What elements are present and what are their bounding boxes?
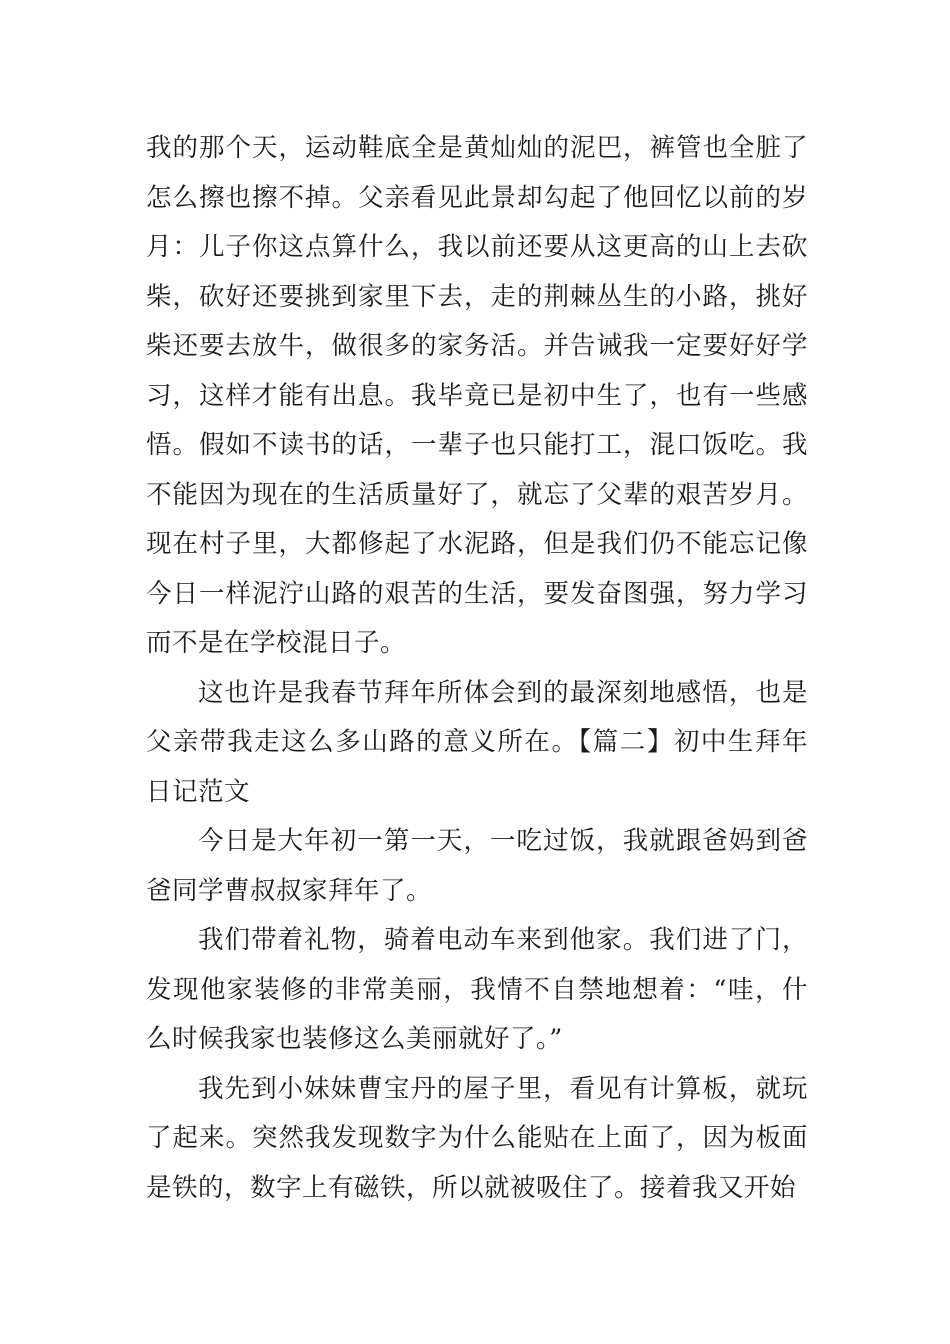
paragraph-4: 我们带着礼物，骑着电动车来到他家。我们进了门，发现他家装修的非常美丽，我情不自禁地想着：“哇，什么时候我家也装修这么美丽就好了。” <box>146 925 808 1054</box>
paragraph-2: 这也许是我春节拜年所体会到的最深刻地感悟，也是父亲带我走这么多山路的意义所在。【篇二】初中生拜年日记范文 <box>146 677 808 807</box>
paragraph-3: 今日是大年初一第一天，一吃过饭，我就跟爸妈到爸爸同学曹叔叔家拜年了。 <box>146 826 808 906</box>
paragraph-5: 我先到小妹妹曹宝丹的屋子里，看见有计算板，就玩了起来。突然我发现数字为什么能贴在上面了，因为板面是铁的，数字上有磁铁，所以就被吸住了。接着我又开始 <box>146 1073 808 1203</box>
document-body <box>146 124 808 1213</box>
paragraph-1: 我的那个天，运动鞋底全是黄灿灿的泥巴，裤管也全脏了怎么擦也擦不掉。父亲看见此景却勾起了他回忆以前的岁月：儿子你这点算什么，我以前还要从这更高的山上去砍柴，砍好还要挑到家里下去，走的荆棘丛生的小路，挑好柴还要去放牛，做很多的家务活。并告诫我一定要好好学习，这样才能有出息。我毕竟已是初中生了，也有一些感悟。假如不读书的话，一辈子也只能打工，混口饭吃。我不能因为现在的生活质量好了，就忘了父辈的艰苦岁月。现在村子里，大都修起了水泥路，但是我们仍不能忘记像今日一样泥泞山路的艰苦的生活，要发奋图强，努力学习而不是在学校混日子。 <box>146 133 808 658</box>
